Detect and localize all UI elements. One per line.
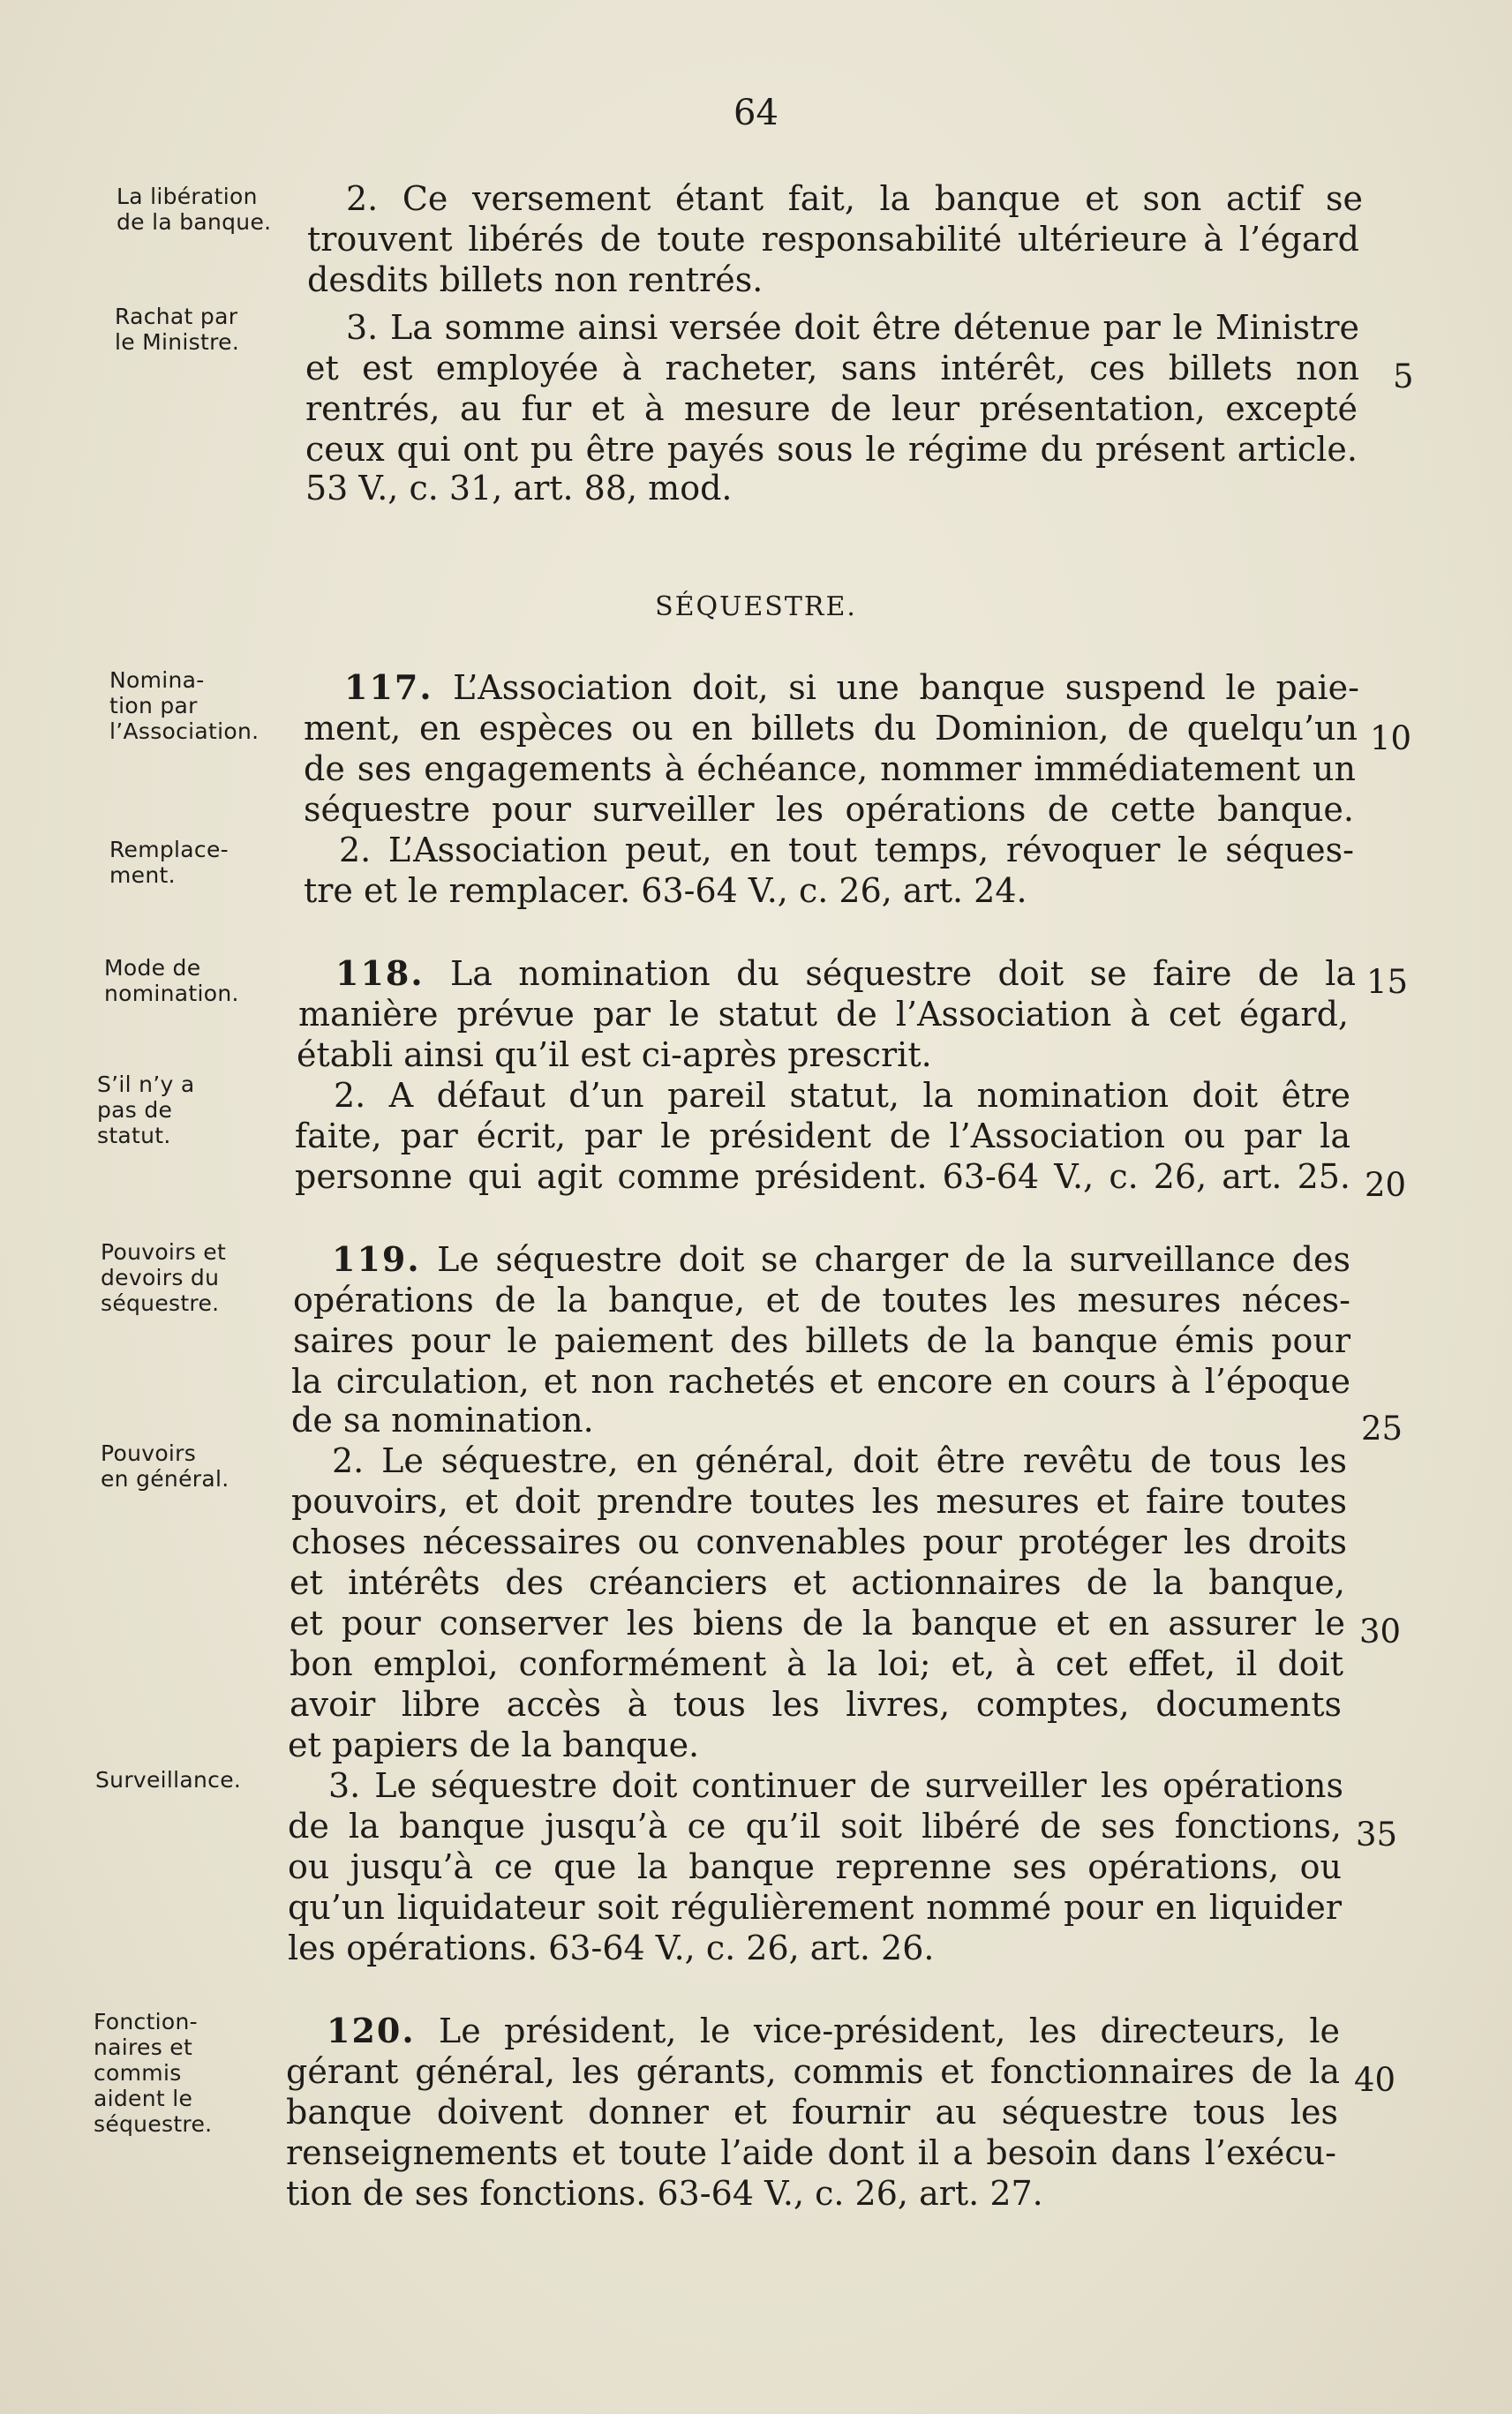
- text-line: 118. La nomination du séquestre doit se faire de la: [335, 953, 1356, 993]
- text-line: qu’un liquidateur soit régulièrement nommé pour en liquider: [288, 1888, 1342, 1927]
- text-line: gérant général, les gérants, commis et fonctionnaires de la: [286, 2052, 1340, 2091]
- line-number: 35: [1356, 1816, 1398, 1854]
- margin-note-liberation: La libération de la banque.: [117, 184, 272, 235]
- text-line: ou jusqu’à ce que la banque reprenne ses opérations, ou: [288, 1847, 1342, 1886]
- section-number-119: 119.: [332, 1239, 421, 1279]
- line-number: 10: [1370, 719, 1412, 757]
- text-line: les opérations. 63-64 V., c. 26, art. 26.: [288, 1929, 935, 1967]
- text-line: ceux qui ont pu être payés sous le régime du présent article.: [305, 430, 1358, 469]
- page-number: 64: [733, 93, 779, 133]
- text-line: banque doivent donner et fournir au séquestre tous les: [286, 2093, 1338, 2132]
- line-number: 40: [1354, 2061, 1396, 2099]
- text-line: 2. Le séquestre, en général, doit être revêtu de tous les: [332, 1441, 1347, 1480]
- margin-note-fonctionnaires: Fonction- naires et commis aident le séquestre.: [94, 2009, 213, 2137]
- text-line: trouvent libérés de toute responsabilité ultérieure à l’égard: [307, 220, 1359, 259]
- text-line: choses nécessaires ou convenables pour protéger les droits: [291, 1523, 1347, 1561]
- text-line: manière prévue par le statut de l’Association à cet égard,: [298, 995, 1349, 1034]
- section-number-117: 117.: [344, 667, 433, 707]
- text-line: et papiers de la banque.: [288, 1726, 700, 1764]
- text-line: rentrés, au fur et à mesure de leur présentation, excepté: [305, 389, 1358, 428]
- margin-note-rachat: Rachat par le Ministre.: [115, 304, 240, 355]
- text-line: et est employée à racheter, sans intérêt, ces billets non: [305, 349, 1359, 387]
- text-line: 2. A défaut d’un pareil statut, la nomination doit être: [334, 1076, 1350, 1115]
- text-line: 2. Ce versement étant fait, la banque et son actif se: [346, 179, 1363, 218]
- line-number: 15: [1366, 963, 1409, 1001]
- line-number: 5: [1393, 357, 1414, 395]
- margin-note-pouvoirs-devoirs: Pouvoirs et devoirs du séquestre.: [101, 1239, 227, 1316]
- text-line: de sa nomination.: [291, 1401, 594, 1440]
- text-line: et intérêts des créanciers et actionnaires de la banque,: [290, 1563, 1345, 1602]
- text-line: tion de ses fonctions. 63-64 V., c. 26, art. 27.: [286, 2174, 1043, 2213]
- line-number: 30: [1359, 1613, 1402, 1651]
- text-line: 120. Le président, le vice-président, les directeurs, le: [327, 2011, 1340, 2050]
- line-number: 20: [1365, 1166, 1407, 1204]
- text-line: personne qui agit comme président. 63-64 V., c. 26, art. 25.: [295, 1157, 1350, 1196]
- section-number-118: 118.: [335, 953, 425, 993]
- line-number: 25: [1361, 1410, 1403, 1448]
- text-line: la circulation, et non rachetés et encore en cours à l’époque: [291, 1362, 1350, 1401]
- text-line: renseignements et toute l’aide dont il a besoin dans l’exécu-: [286, 2133, 1336, 2172]
- margin-note-surveillance: Surveillance.: [95, 1767, 242, 1793]
- section-heading-sequestre: SÉQUESTRE.: [655, 591, 857, 622]
- text-line: ment, en espèces ou en billets du Dominion, de quelqu’un: [304, 709, 1358, 748]
- text-line: de la banque jusqu’à ce qu’il soit libéré de ses fonctions,: [288, 1807, 1342, 1846]
- margin-note-remplacement: Remplace- ment.: [109, 837, 229, 888]
- text-line: bon emploi, conformément à la loi; et, à cet effet, il doit: [290, 1644, 1343, 1683]
- text-line: opérations de la banque, et de toutes les mesures néces-: [293, 1281, 1350, 1320]
- margin-note-mode-nomination: Mode de nomination.: [104, 955, 239, 1006]
- text-line: de ses engagements à échéance, nommer immédiatement un: [304, 749, 1356, 788]
- text-line: 53 V., c. 31, art. 88, mod.: [305, 469, 733, 508]
- text-line: pouvoirs, et doit prendre toutes les mesures et faire toutes: [291, 1482, 1347, 1521]
- text-line: et pour conserver les biens de la banque et en assurer le: [290, 1604, 1345, 1643]
- margin-note-sil-ny-a-pas-de-statut: S’il n’y a pas de statut.: [97, 1072, 195, 1148]
- text-line: faite, par écrit, par le président de l’Association ou par la: [295, 1117, 1350, 1155]
- text-line: 117. L’Association doit, si une banque suspend le paie-: [344, 667, 1359, 707]
- text-line: établi ainsi qu’il est ci-après prescrit.: [297, 1035, 932, 1074]
- text-line: 119. Le séquestre doit se charger de la surveillance des: [332, 1239, 1350, 1279]
- section-number-120: 120.: [327, 2011, 416, 2050]
- text-line: 2. L’Association peut, en tout temps, révoquer le séques-: [339, 831, 1354, 869]
- text-line: séquestre pour surveiller les opérations de cette banque.: [304, 790, 1354, 829]
- text-line: desdits billets non rentrés.: [307, 260, 764, 299]
- text-line: tre et le remplacer. 63-64 V., c. 26, art. 24.: [304, 871, 1027, 910]
- text-line: 3. Le séquestre doit continuer de surveiller les opérations: [328, 1766, 1343, 1805]
- text-line: avoir libre accès à tous les livres, comptes, documents: [290, 1685, 1342, 1724]
- text-line: saires pour le paiement des billets de la banque émis pour: [293, 1321, 1350, 1360]
- margin-note-nomination-association: Nomina- tion par l’Association.: [109, 667, 260, 744]
- margin-note-pouvoirs-general: Pouvoirs en général.: [101, 1440, 229, 1492]
- text-line: 3. La somme ainsi versée doit être détenue par le Ministre: [346, 308, 1359, 347]
